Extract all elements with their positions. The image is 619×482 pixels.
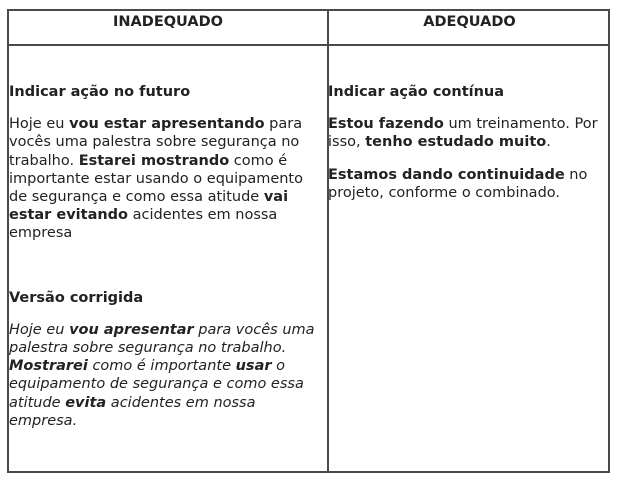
cell-adequado: [328, 46, 608, 202]
text-run: .: [546, 134, 551, 151]
text-run: no projeto, conforme o combinado.: [328, 166, 588, 201]
text-run: acidentes em nossa empresa: [9, 207, 278, 242]
emphasis-text: vai estar evitando: [9, 189, 289, 224]
emphasis-text: evita: [65, 394, 107, 411]
text-run: como é importante: [87, 358, 236, 375]
comparison-table: [7, 9, 610, 473]
text-run: Hoje eu: [9, 321, 70, 338]
section-title-versao-corrigida: Versão corrigida: [9, 289, 144, 306]
emphasis-text: Estamos dando continuidade: [328, 166, 565, 183]
emphasis-text: vou apresentar: [69, 321, 194, 338]
text-run: para vocês uma palestra sobre segurança no trabalho.: [9, 116, 303, 169]
text-run: o equipamento de segurança e como essa atitude: [9, 358, 304, 411]
header-inadequado: INADEQUADO: [113, 14, 223, 30]
paragraph-versao-corrigida: [9, 321, 323, 430]
emphasis-text: tenho estudado muito: [365, 134, 547, 151]
emphasis-text: vou estar apresentando: [69, 116, 265, 133]
emphasis-text: Estarei mostrando: [78, 152, 230, 169]
header-adequado: ADEQUADO: [423, 14, 516, 30]
emphasis-text: Estou fazendo: [328, 116, 444, 133]
section-title-futuro: Indicar ação no futuro: [9, 84, 191, 100]
text-run: como é importante estar usando o equipamento de segurança e como essa atitude: [9, 152, 303, 206]
text-run: acidentes em nossa empresa.: [9, 394, 256, 429]
paragraph-futuro: [9, 115, 323, 242]
text-run: um treinamento. Por isso,: [328, 116, 598, 151]
text-run: Hoje eu: [9, 116, 70, 133]
emphasis-text: usar: [235, 358, 272, 375]
emphasis-text: Mostrarei: [9, 358, 88, 375]
text-run: para vocês uma palestra sobre segurança no trabalho.: [9, 321, 315, 357]
paragraph-continuidade: [328, 166, 608, 202]
section-title-continua: Indicar ação contínua: [328, 84, 505, 100]
cell-inadequado: [9, 46, 323, 430]
paragraph-treinamento: [328, 115, 608, 151]
